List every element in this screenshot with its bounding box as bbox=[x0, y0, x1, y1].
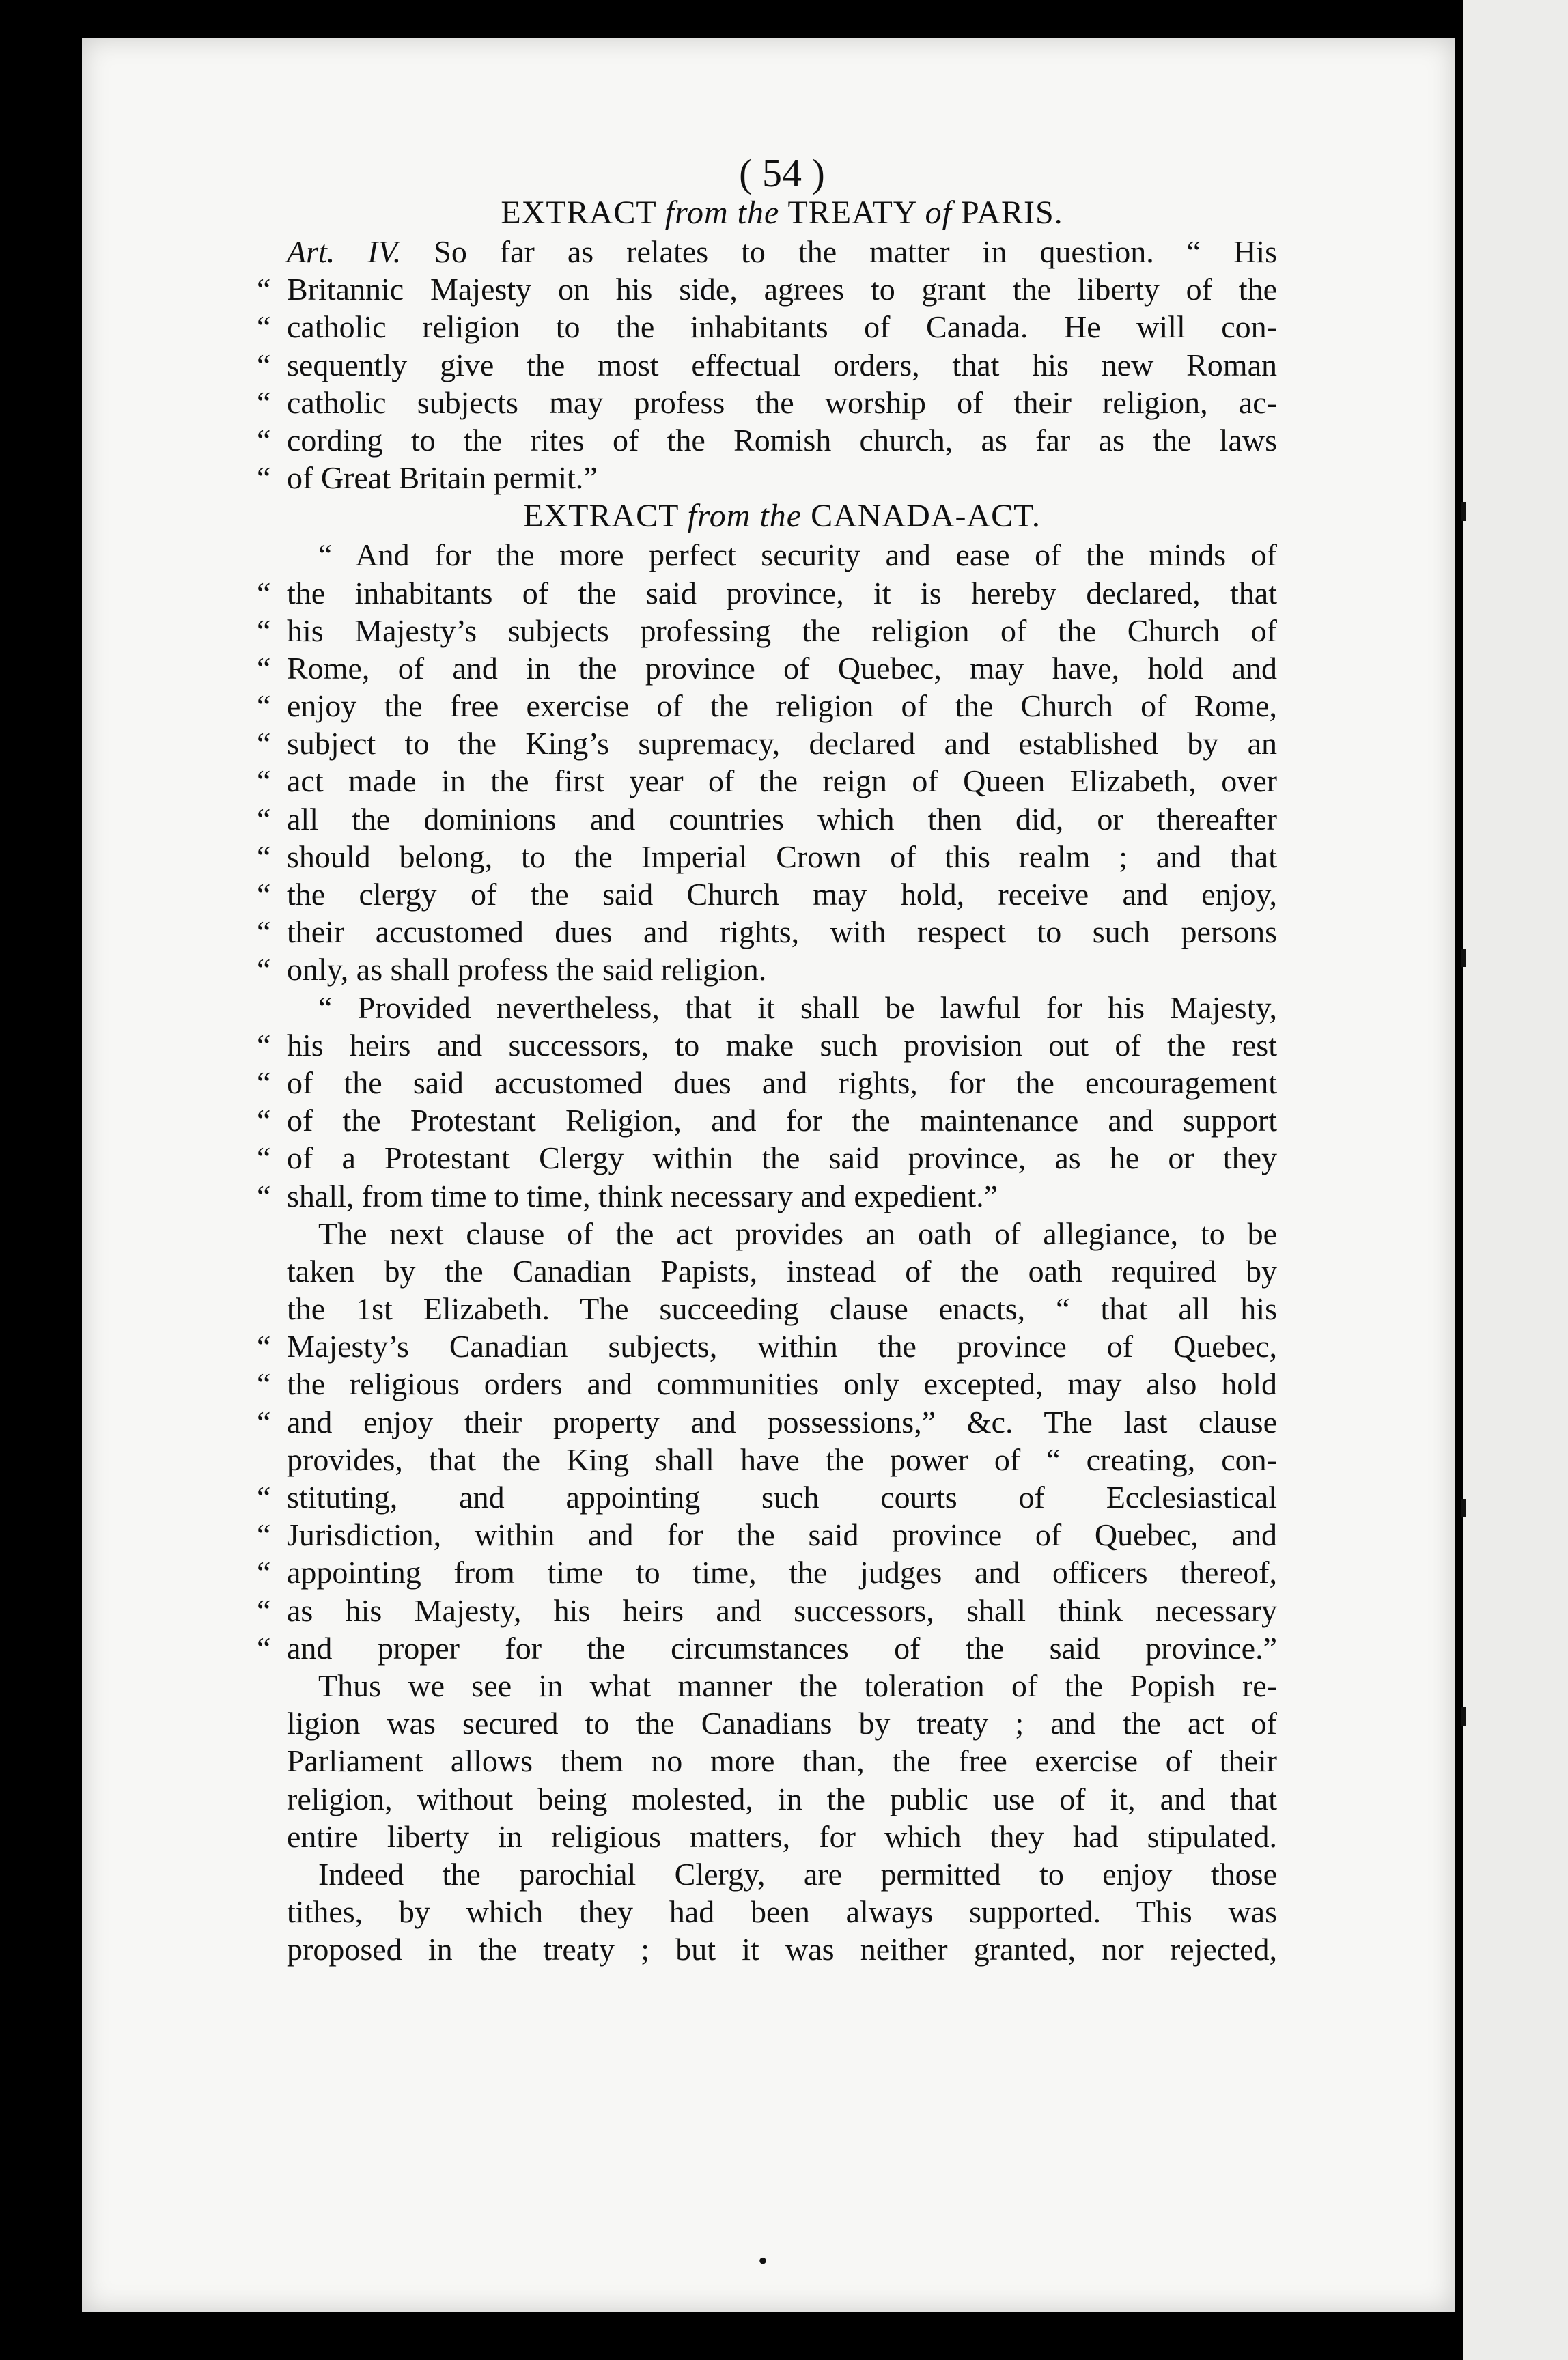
quote-mark: “ bbox=[257, 1592, 271, 1628]
line-text: only, as shall profess the said religion. bbox=[287, 952, 767, 987]
quote-mark: “ bbox=[257, 1404, 271, 1439]
text-line bbox=[257, 1365, 1277, 1403]
quote-mark: “ bbox=[257, 422, 271, 458]
line-text: taken by the Canadian Papists, instead of the oath required by bbox=[287, 1253, 1277, 1289]
text-line bbox=[287, 536, 1277, 574]
quote-mark: “ bbox=[257, 914, 271, 950]
line-text: his heirs and successors, to make such provision out of the rest bbox=[287, 1027, 1277, 1063]
adjacent-page-mark bbox=[1461, 1707, 1466, 1726]
line-text: Britannic Majesty on his side, agrees to grant the liberty of the bbox=[287, 272, 1277, 307]
quote-mark: “ bbox=[257, 1480, 271, 1515]
heading-treaty-part: from the bbox=[664, 195, 780, 231]
line-text: Indeed the parochial Clergy, are permitted to enjoy those bbox=[318, 1856, 1277, 1892]
adjacent-page-mark bbox=[1461, 1499, 1466, 1517]
treaty-extract bbox=[257, 233, 1277, 496]
text-line bbox=[257, 612, 1277, 649]
quote-mark: “ bbox=[257, 801, 271, 837]
line-text: Jurisdiction, within and for the said province of Quebec, and bbox=[287, 1517, 1277, 1553]
quote-mark: “ bbox=[257, 839, 271, 874]
quote-mark: “ bbox=[257, 1027, 271, 1063]
heading-treaty-part: TREATY bbox=[779, 195, 925, 231]
text-line bbox=[257, 308, 1277, 346]
line-text: enjoy the free exercise of the religion of the Church of Rome, bbox=[287, 688, 1277, 724]
text-line bbox=[287, 1441, 1277, 1478]
text-line bbox=[287, 1780, 1277, 1818]
quote-mark: “ bbox=[257, 575, 271, 610]
text-line bbox=[257, 800, 1277, 838]
heading-act-part: from the bbox=[687, 498, 802, 535]
text-line bbox=[287, 1893, 1277, 1930]
text-line bbox=[257, 951, 1277, 988]
line-text: ligion was secured to the Canadians by treaty ; and the act of bbox=[287, 1706, 1277, 1741]
quote-mark: “ bbox=[257, 1178, 271, 1213]
text-line bbox=[287, 1252, 1277, 1290]
heading-treaty-part: PARIS. bbox=[952, 195, 1063, 231]
text-line bbox=[287, 233, 1277, 270]
line-text: of Great Britain permit.” bbox=[287, 460, 598, 496]
text-line bbox=[257, 1554, 1277, 1591]
heading-treaty-part: EXTRACT bbox=[501, 195, 665, 231]
line-text: religion, without being molested, in the public use of it, and that bbox=[287, 1781, 1277, 1816]
quote-mark: “ bbox=[257, 650, 271, 686]
line-text: proposed in the treaty ; but it was neither granted, nor rejected, bbox=[287, 1932, 1277, 1967]
heading-act-part: EXTRACT bbox=[523, 498, 688, 535]
line-text: the inhabitants of the said province, it is hereby declared, that bbox=[287, 575, 1277, 610]
text-line bbox=[257, 838, 1277, 875]
text-line bbox=[257, 384, 1277, 421]
line-text: appointing from time to time, the judges and officers thereof, bbox=[287, 1555, 1277, 1590]
quote-mark: “ bbox=[257, 763, 271, 799]
text-line bbox=[257, 346, 1277, 384]
line-text: catholic religion to the inhabitants of Canada. He will con- bbox=[287, 309, 1277, 345]
quote-mark: “ bbox=[257, 1329, 271, 1364]
heading-canada-act bbox=[287, 496, 1277, 536]
line-text: shall, from time to time, think necessary and expedient.” bbox=[287, 1178, 998, 1213]
quote-mark: “ bbox=[257, 1140, 271, 1176]
text-line bbox=[257, 1516, 1277, 1554]
quote-mark: “ bbox=[257, 1517, 271, 1553]
line-text: sequently give the most effectual orders, that his new Roman bbox=[287, 347, 1277, 382]
line-text: entire liberty in religious matters, for which they had stipulated. bbox=[287, 1818, 1277, 1854]
text-line bbox=[257, 1592, 1277, 1629]
text-line bbox=[287, 1290, 1277, 1328]
line-text: cording to the rites of the Romish church, as far as the laws bbox=[287, 422, 1277, 458]
text-line bbox=[257, 421, 1277, 459]
text-line bbox=[287, 1704, 1277, 1742]
heading-act-part: CANADA-ACT. bbox=[802, 498, 1041, 535]
text-line bbox=[257, 1403, 1277, 1441]
text-line bbox=[287, 1215, 1277, 1252]
text-line bbox=[257, 875, 1277, 913]
text-line bbox=[257, 1026, 1277, 1064]
text-line bbox=[257, 459, 1277, 496]
line-text: of the said accustomed dues and rights, for the encouragement bbox=[287, 1065, 1277, 1100]
line-text: should belong, to the Imperial Crown of this realm ; and that bbox=[287, 839, 1277, 874]
quote-mark: “ bbox=[257, 347, 271, 382]
line-text: “ Provided nevertheless, that it shall be lawful for his Majesty, bbox=[318, 989, 1277, 1025]
text-line bbox=[257, 913, 1277, 951]
line-text: the 1st Elizabeth. The succeeding clause enacts, “ that all his bbox=[287, 1291, 1277, 1327]
line-text: as his Majesty, his heirs and successors, shall think necessary bbox=[287, 1592, 1277, 1628]
text-line bbox=[257, 649, 1277, 687]
text-line bbox=[287, 1930, 1277, 1968]
article-label: Art. IV. bbox=[287, 234, 402, 269]
quote-mark: “ bbox=[257, 1630, 271, 1666]
line-text: their accustomed dues and rights, with respect to such persons bbox=[287, 914, 1277, 950]
text-line bbox=[257, 1328, 1277, 1365]
text-line bbox=[257, 1101, 1277, 1139]
footer-mark: • bbox=[758, 2245, 768, 2276]
text-line bbox=[257, 574, 1277, 612]
text-line bbox=[257, 762, 1277, 800]
quote-mark: “ bbox=[257, 460, 271, 496]
quote-mark: “ bbox=[257, 272, 271, 307]
line-text: Rome, of and in the province of Quebec, may have, hold and bbox=[287, 650, 1277, 686]
text-line bbox=[287, 1855, 1277, 1893]
text-line bbox=[257, 1478, 1277, 1516]
line-text: his Majesty’s subjects professing the religion of the Church of bbox=[287, 613, 1277, 648]
page-text bbox=[257, 151, 1277, 2276]
page-number: ( 54 ) bbox=[739, 151, 825, 195]
canada-act-extract bbox=[257, 536, 1277, 1214]
text-line bbox=[287, 1667, 1277, 1704]
line-text: provides, that the King shall have the power of “ creating, con- bbox=[287, 1442, 1277, 1477]
quote-mark: “ bbox=[257, 726, 271, 761]
quote-mark: “ bbox=[257, 688, 271, 724]
adjacent-page-edge bbox=[1448, 0, 1568, 2360]
text-line bbox=[287, 1742, 1277, 1780]
line-text: subject to the King’s supremacy, declared and established by an bbox=[287, 726, 1277, 761]
quote-mark: “ bbox=[257, 877, 271, 912]
quote-mark: “ bbox=[257, 1366, 271, 1402]
line-text: of the Protestant Religion, and for the maintenance and support bbox=[287, 1103, 1277, 1138]
text-line bbox=[257, 725, 1277, 762]
line-text: all the dominions and countries which then did, or thereafter bbox=[287, 801, 1277, 837]
text-line bbox=[257, 270, 1277, 308]
line-text: act made in the first year of the reign of Queen Elizabeth, over bbox=[287, 763, 1277, 799]
adjacent-page-mark bbox=[1461, 949, 1466, 967]
text-line bbox=[287, 1818, 1277, 1855]
line-text: Majesty’s Canadian subjects, within the province of Quebec, bbox=[287, 1329, 1277, 1364]
line-text: The next clause of the act provides an oath of allegiance, to be bbox=[318, 1216, 1277, 1251]
line-text: of a Protestant Clergy within the said province, as he or they bbox=[287, 1140, 1277, 1176]
text-line bbox=[257, 687, 1277, 725]
quote-mark: “ bbox=[257, 384, 271, 420]
line-text: the religious orders and communities only excepted, may also hold bbox=[287, 1366, 1277, 1402]
line-text: Parliament allows them no more than, the free exercise of their bbox=[287, 1743, 1277, 1779]
adjacent-page-mark bbox=[1461, 502, 1466, 521]
text-line bbox=[287, 989, 1277, 1026]
line-text: tithes, by which they had been always supported. This was bbox=[287, 1894, 1277, 1930]
text-line bbox=[257, 1139, 1277, 1177]
text-line bbox=[257, 1177, 1277, 1215]
quote-mark: “ bbox=[257, 1555, 271, 1590]
quote-mark: “ bbox=[257, 1103, 271, 1138]
line-text: So far as relates to the matter in question. “ His bbox=[401, 234, 1277, 269]
line-text: Thus we see in what manner the toleration of the Popish re- bbox=[318, 1668, 1277, 1703]
text-line bbox=[257, 1629, 1277, 1667]
commentary-text bbox=[257, 1215, 1277, 1969]
line-text: and enjoy their property and possessions,” &c. The last clause bbox=[287, 1404, 1277, 1439]
line-text: the clergy of the said Church may hold, receive and enjoy, bbox=[287, 877, 1277, 912]
line-text: catholic subjects may profess the worship of their religion, ac- bbox=[287, 384, 1277, 420]
heading-treaty-part: of bbox=[925, 195, 953, 231]
line-text: stituting, and appointing such courts of Ecclesiastical bbox=[287, 1480, 1277, 1515]
quote-mark: “ bbox=[257, 309, 271, 345]
quote-mark: “ bbox=[257, 952, 271, 987]
line-text: “ And for the more perfect security and ease of the minds of bbox=[318, 537, 1277, 573]
heading-treaty bbox=[287, 193, 1277, 233]
quote-mark: “ bbox=[257, 613, 271, 648]
text-line bbox=[257, 1064, 1277, 1101]
quote-mark: “ bbox=[257, 1065, 271, 1100]
line-text: and proper for the circumstances of the said province.” bbox=[287, 1630, 1277, 1666]
